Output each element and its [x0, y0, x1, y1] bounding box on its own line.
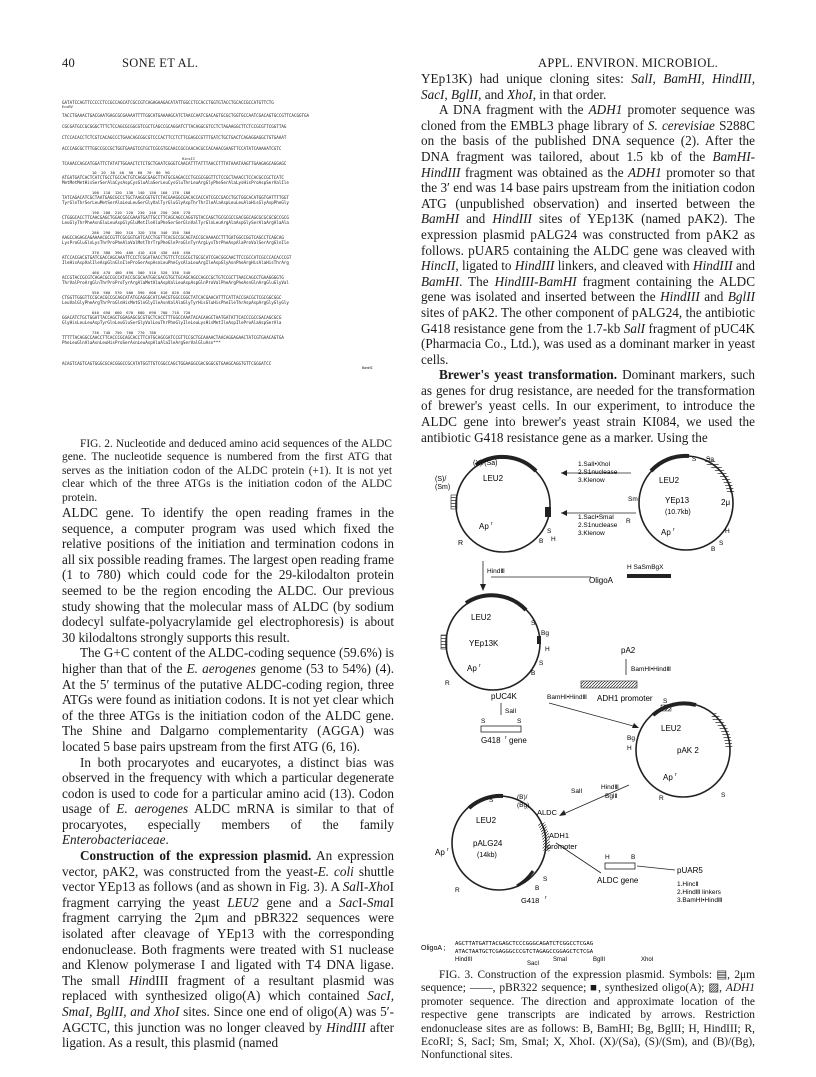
fig3-label: BglⅡ	[605, 793, 618, 800]
fig2-caption	[62, 438, 392, 505]
plasmid-yep13k	[441, 595, 550, 690]
seq-row	[62, 290, 392, 305]
fig3-label: (X)/(Sa)	[473, 460, 498, 467]
seq-aminoacids: TyrGlnThrSerLeuMetSerAlaLeuLeuSerGlyValTyrGluGlyAspThrThrIleAlaAspLeuLeuAlaHisGlyAspPheGly	[62, 200, 289, 205]
fig3-step: 3.BamHI•HindⅢ	[677, 897, 723, 904]
oligo-bottom-strand: ATACTAATGCTCGAGGGCCCGTCTAGAGCCGGAGCTCTCGA	[455, 949, 594, 955]
fig3-label: pA2	[621, 646, 636, 655]
left-paragraph-2: The G+C content of the ALDC-coding sequence (59.6%) is higher than that of the E. aerogenes genome (53 to 54%) (4). At the 5′ terminus of the putative ALDC-coding region, three ATGs were found as initiation codons. It is not yet clear which of the three ATGs is the initiation codon of the ALDC gene. The Shine and Dalgarno complementarity (AGGA) was located 5 base pairs upstream from the first ATG (6, 16).	[62, 645, 395, 754]
fig3-label: B	[539, 538, 544, 545]
seq-positions: 190 200 210 220 230 240 250 260 270	[92, 210, 191, 215]
fig3-label: LEU2	[471, 613, 492, 622]
fig3-label: S	[547, 528, 552, 535]
right-paragraph-1: YEp13K) had unique cloning sites: SalI, BamHI, HindIII, SacI, BglII, and XhoI, in that order.	[421, 71, 755, 102]
bamhi-label: BamHI	[362, 366, 373, 370]
fig3-label: Ap	[661, 528, 671, 537]
seq-aminoacids: ThrValProArgGlnThrProProTyrArgAlaMetAlaAspValLeuAspAspGlnProValPheArgPheAsnGlnArgGluGlyVal	[62, 280, 289, 285]
fig3-label: Sm	[628, 496, 638, 503]
fig3-label: ALDC gene	[597, 876, 639, 885]
seq-row	[62, 310, 392, 325]
seq-nucleotides: TATCAGACATCGCTAATGAGCGCCCTGCTAAGCGGTGTCTACGAAGGCGACACCACCATCGCCGACCTGCTGGCACATGGTGATTTTGGT	[62, 195, 289, 200]
plasmid-yep13	[626, 456, 733, 553]
left-paragraph-1: ALDC gene. To identify the open reading frames in the sequence, a computer program was used which fixed the relative positions of the initiation and termination codons in all six possible reading frames. The largest open reading frame (1 to 780) which could code for the 29-kilodalton protein seemed to be the region encoding the ALDC. Our previous study showing that the molecular mass of ALDC (by sodium dodecyl sulfate-polyacrylamide gel electrophoresis) is about 30 kilodaltons strongly supports this result.	[62, 505, 394, 645]
fig3-label: SalI	[505, 708, 517, 715]
fig3-label: r	[479, 663, 481, 669]
fig3-label: B	[535, 885, 540, 892]
fig3-label: R	[458, 540, 464, 547]
fig3-label: LEU2	[476, 816, 497, 825]
fig3-label: S	[539, 660, 544, 667]
seq-top-line: CTCCACACCTCTCGTCACAGCCCTGAACAGCGGCGTCCCACTTCCTCTTCGAGCCGTTTGATCTGCTGACTCAGAGGAGGCTGTGAAAT	[62, 135, 287, 140]
fig3-label: Bg	[541, 630, 549, 637]
seq-aminoacids: PheLeuGlnAlaAsnLeuHisProSerAsnLeuAspAlaAlaIleArgSerValGluAsn***	[62, 340, 221, 345]
plasmid-intermediate	[435, 457, 556, 552]
fig3-label: R	[626, 518, 631, 525]
page-number: 40	[62, 56, 76, 70]
seq-aminoacids: IleHisAspValIleAspGlnGlnIleProSerAspAsnLeuPheCysAlaLeuArgIleAspGlyAsnPheArgHisAlaHisThrArg	[62, 260, 289, 265]
left-column	[62, 505, 394, 1051]
seq-top-line: TCAAACCAGCATGGATTCTATATTGGAACTCTCTGCTGAATCGGGTCAACATTTATTTAACCTTTATAAATAAGTTGAAGAGCAGGAGC	[62, 161, 287, 166]
fig3-label: Ap	[479, 522, 489, 531]
fig3-label: H	[627, 745, 632, 752]
seq-positions: 10 20 30 40 50 60 70 80 90	[92, 170, 170, 175]
fig3-step: 3.Klenow	[578, 477, 605, 484]
fig3-label: HindⅢ	[601, 784, 619, 791]
fig3-label: S	[543, 876, 548, 883]
seq-aminoacids: MetMetMetHisSerSerAlaCysAspCysGluAlaSerLeuCysGluThrLeuArgGlyPheSerAlaLysHisProAspSerValIle	[62, 180, 289, 185]
seq-nucleotides: ACCGTACCGCGTCAGACGCCGCCATACCGCGCAATGGCGACGTGCTGCAGCAGCCAGCCGCTGTCCGCTTAACCAGCCTGAAGGGGTG	[62, 275, 284, 280]
fig2-text: Nucleotide and deduced amino acid sequences of the ALDC gene. The nucleotide sequence is numbered from the first ATG that serves as the initiation codon of the ALDC protein (+1). It is not yet clear which of the three ATGs is the initiation codon of the ALDC protein.	[62, 438, 392, 504]
fig3-label: (Sm)	[435, 484, 451, 491]
seq-positions: 370 380 390 400 410 420 430 440 450	[92, 250, 191, 255]
fig3-label: G418	[481, 736, 501, 745]
oligo-site: SmaI	[553, 957, 568, 963]
fig3-label: R	[445, 680, 450, 687]
seq-top-line: GATATCCAGTTCCCCCTCCGCCAGCATCGCCGTCAGAGAAGACATATTGGCCTCCACCTGGTGTACCTGCACCGCCATGTTCTG	[62, 100, 274, 105]
left-paragraph-3: In both procaryotes and eucaryotes, a distinct bias was observed in the frequency with which a particular degenerate codon is used to code for a particular amino acid (13). Codon usage of E. aerogenes ALDC mRNA is similar to that of procaryotes, especially members of the family Enterobacteriaceae.	[62, 754, 395, 848]
fig3-label: (B)/	[517, 794, 528, 801]
fig3-label: r	[545, 895, 547, 901]
seq-positions: 100 110 120 130 140 150 160 170 180	[92, 190, 191, 195]
fig3-label: SalI	[571, 788, 583, 795]
seq-row	[62, 330, 392, 345]
fig3-label: r	[505, 735, 507, 741]
seq-nucleotides: ATGATGATCACTCATCTGCCTGCCACTGTCAGGCGAGCTTATGCGAGACCCTGCGCGGGTTCTCCGCTAAACCTCCACGCCGCTCATC	[62, 175, 284, 180]
fig3-label: (S)/	[435, 476, 447, 483]
fig3-label: 2μ	[721, 498, 731, 507]
fig3-label: G418	[521, 896, 540, 905]
fig3-label: Sa	[706, 456, 714, 463]
section-heading: Brewer's yeast transformation.	[439, 367, 618, 383]
plasmid-pak2	[627, 698, 730, 802]
seq-nucleotides: CTGGTTGGGTTCCGCACGCCGCAGCATATGCAGGGCATCAACGTGGCCGGCTATCACGAACATTTCATTACCGACGCTCGCGGCGGC	[62, 295, 282, 300]
fig3-label: R	[455, 887, 460, 894]
fig3-label: Ap	[663, 773, 673, 782]
fig3-label: B	[631, 854, 636, 861]
fig3-label: pUC4K	[491, 692, 517, 701]
fig3-label: r	[491, 521, 493, 527]
section-heading: Construction of the expression plasmid.	[80, 848, 312, 864]
fig3-label: S	[692, 456, 697, 463]
seq-positions: 550 560 570 580 590 600 610 620 630	[92, 290, 191, 295]
seq-row	[62, 210, 392, 225]
sequence-figure	[62, 100, 392, 370]
running-authors: SONE ET AL.	[122, 56, 199, 70]
oligo-label: OligoA ;	[421, 945, 446, 952]
fig3-step: 3.Klenow	[578, 530, 605, 537]
fig3-label: r	[673, 527, 675, 533]
fig3-step: 1.HincⅡ	[677, 881, 699, 888]
fig3-label: BamHI•HindⅢ	[631, 666, 671, 673]
seq-nucleotides: ATCCACGACGTGATCGACCAGCAAATTCCCTCGGATAACCTGTTCTCCGCGCTGCGCATCGACGGCAACTTCCGCCATCGCCCACACCCGT	[62, 255, 292, 260]
fig3-diagram	[421, 403, 761, 1063]
fig3-label: r	[675, 772, 677, 778]
fig3-label: S	[517, 718, 522, 725]
seq-nucleotides: GGACATCTGCTGGATTACCAGCTGGAGAGCGCGTGCTCACCTTTGGCCAAATACACAAGCTAATGATATTCACCCGCCGACAGCGCG	[62, 315, 282, 320]
right-paragraph-3: Brewer's yeast transformation. Dominant markers, such as genes for drug resistance, are needed for the transformation of brewer's yeast cells. In our experiment, to introduce the ALDC gene into brewer's yeast strain KI084, we used the antibiotic G418 resistance gene as a marker. Using the	[421, 367, 756, 445]
seq-positions: 730 740 750 760 770 780	[92, 330, 157, 335]
hincii-label: HincII	[182, 157, 195, 161]
seq-nucleotides: CTGGGCACCTTCAACGAGCTGGACGGCGAAATGATTGCCTTCAGCAGCCAGGTGTACCAGCTGCGCGCCGACGGCAGCGCGCGCGCCGCG	[62, 215, 289, 220]
seq-nucleotides: TTTTTACAGGCCAACCTTCACCCGCAGCACCTTCATGCAGCGATCCGTTCCGCTGCAAAACTAACAGGAGAACTATCGTGAACAGTGA	[62, 335, 284, 340]
fig3-label: ADH1	[549, 831, 570, 840]
fig3-label: B	[531, 670, 536, 677]
seq-positions: 640 650 660 670 680 690 700 710 720	[92, 310, 191, 315]
seq-nucleotides: AAGCCAGAGCAGAAAACGCCGTTCGCGGTGATCACCTGGTTCACGCCGCAGTACCGCAAAACCTTTGATGGCCGGTCAGCCTCAGCAG	[62, 235, 284, 240]
seq-positions: 280 290 300 310 320 330 340 350 360	[92, 230, 191, 235]
fig3-caption-label: FIG. 3.	[439, 969, 474, 981]
fig3-step: 2.S1nuclease	[578, 522, 618, 529]
fig3-label: YEp13K	[469, 639, 499, 648]
fig3-label: LEU2	[659, 476, 680, 485]
seq-row	[62, 270, 392, 285]
oligo-site: BglII	[593, 957, 606, 963]
seq-row	[62, 190, 392, 205]
ecorv-label: EcoRV	[62, 105, 73, 109]
fig3-label: S	[663, 698, 668, 705]
fig3-label: H	[605, 854, 610, 861]
seq-row	[62, 230, 392, 245]
fig3-label: (14kb)	[477, 852, 497, 859]
fig3-label: OligoA	[589, 576, 614, 585]
fig2-label: FIG. 2.	[80, 438, 113, 450]
fig3-label: pALG24	[473, 839, 503, 848]
fig3-label: LEU2	[661, 724, 682, 733]
oligo-top-strand: AGCTTATGATTACGAGCTCCCGGGCAGATCTCGGCCTCGAG	[455, 941, 594, 947]
left-paragraph-4: Construction of the expression plasmid. An expression vector, pAK2, was constructed from the yeast-E. coli shuttle vector YEp13 as follows (and as shown in Fig. 3). A SalI-XhoI fragment carrying the yeast LEU2 gene and a SacI-SmaI fragment carrying the 2μm and pBR322 sequences were isolated after cleavage of YEp13 with the corresponding endonuclease. Both fragments were treated with S1 nuclease and Klenow polymerase I and ligated with T4 DNA ligase. The small HindIII fragment of a resultant plasmid was replaced with synthesized oligo(A) which contained SacI, SmaI, BglII, and XhoI sites. Since one end of oligo(A) was 5′-AGCTC, this junction was no longer cleaved by HindIII after ligation. As a result, this plasmid (named	[62, 848, 395, 1051]
fig3-label: (Bg)	[517, 802, 530, 809]
seq-top-line: ACCCAGCGCTTTGGCCGCCGCTGGTGAAGTCGTGCTCGCGTGCAACCGCCAACACGCCACAAACGAAGTTCCATATCAAAAATCGTC	[62, 146, 282, 151]
seq-top-line: TACCTGAAACTGACGAATGAGCGCGAAAATTTTGGCATGAAAAGCATCTAACCAATCGACAGTGCGCTGGTGCCAATCGACAGTGCCGTTCACGGTGA	[62, 113, 310, 118]
fig3-label: S	[531, 620, 536, 627]
fig3-step: 2.S1nuclease	[578, 469, 618, 476]
fig3-step: 1.SacI•SmaI	[578, 514, 614, 521]
fig3-label: H	[725, 528, 730, 535]
seq-aminoacids: LeuGlyThrPheAsnGluLeuAspGlyGluMetIleAlaPheSerSerGlnValTyrGlnLeuArgAlaAspGlySerAlaArgAlaAla	[62, 220, 289, 225]
fig3-label: YEp13	[665, 496, 690, 505]
fig3-label: H	[545, 646, 550, 653]
oligo-site: SacI	[527, 961, 540, 967]
seq-row	[62, 170, 392, 185]
fig3-caption: FIG. 3. Construction of the expression plasmid. Symbols: ▤, 2μm sequence; ——, pBR322 sequence; ■, synthesized oligo(A); ▨, ADH1 promoter sequence. The direction and approximate location of the respective gene transcripts are indicated by arrows. Restriction endonuclease sites are as follows: B, BamHI; Bg, BglII; H, HindIII; R, EcoRI; S, SacI; Sm, SmaI; X, XhoI. (X)/(Sa), (S)/(Sm), and (B)/(Bg), Nonfunctional sites.	[421, 969, 755, 1062]
fig3-label: ADH1 promoter	[597, 694, 653, 703]
fig3-label: S	[481, 718, 486, 725]
fig3-label: B	[711, 546, 716, 553]
seq-positions: 460 470 480 490 500 510 520 530 540	[92, 270, 191, 275]
seq-bottom-line: ACAGTCAGTCAGTGGGCGCACGGGCCGCATATGGTTGTCGGCCAGCTGGAAGGCGACGGGCGTGAAGCAGGTGTTCGGGATCC	[62, 361, 272, 366]
running-journal: APPL. ENVIRON. MICROBIOL.	[538, 56, 719, 70]
fig3-label: LEU2	[483, 474, 504, 483]
right-paragraph-2: A DNA fragment with the ADH1 promoter sequence was cloned from the EMBL3 phage library of S. cerevisiae S288C on the basis of the published DNA sequence (2). After the DNA fragment was tailored, about 1.5 kb of the BamHI-HindIII fragment was obtained as the ADH1 promoter so that the 3′ end was 14 base pairs upstream from the initiation codon ATG (unpublished observation) and inserted between the BamHI and HindIII sites of YEp13K (named pAK2). The expression plasmid pALG24 was constructed from pAK2 as follows. pUAR5 containing the ALDC gene was cleaved with HincII, ligated to HindIII linkers, and cleaved with HindIII and BamHI. The HindIII-BamHI fragment containing the ALDC gene was isolated and inserted between the HindIII and BglII sites of pAK2. The other component of pALG24, the antibiotic G418 resistance gene from the 1.7-kb SalI fragment of pUC4K (Pharmacia Co., Ltd.), was used as a dominant marker in yeast cells.	[421, 102, 755, 367]
fig3-label: S	[719, 540, 724, 547]
fig3-label: Bg	[627, 735, 635, 742]
fig3-label: S	[489, 797, 494, 804]
oligo-site: XhoI	[641, 957, 654, 963]
plasmid-palg24	[435, 794, 578, 905]
fig3-step: 1.SalI•XhoI	[578, 461, 611, 468]
seq-aminoacids: LeuValGlyPheArgThrProGlnHisMetGlnGlyIleAsnValAlaGlyTyrHisGluHisPheIleThrAspAspArgGlyGlyGly	[62, 300, 289, 305]
fig3-label: R	[659, 795, 664, 802]
right-column	[421, 71, 755, 445]
fig3-label: S	[721, 792, 726, 799]
fig3-label: H	[551, 536, 556, 543]
numbered-sequence	[62, 170, 392, 345]
fig3-label: Ap	[435, 848, 445, 857]
seq-row	[62, 250, 392, 265]
oligo-site: HindIII	[455, 957, 473, 963]
seq-top-line: CGCGATGCCGCGGGCTTTCTCCAGCGCGGCGTCGCTCAGCCGCAGGATCTTACAGGCGTCCTCTAGAAGGCTTCTCCGCGTTCGGTTAG	[62, 124, 287, 129]
fig3-label: Ap	[467, 664, 477, 673]
seq-aminoacids: LysProGluGlnLysThrProPheAlaValMetThrTrpPheGlnProGlnTyrArgLysThrPheAspAlaProValSerArgGlnIle	[62, 240, 289, 245]
fig3-label: pUAR5	[677, 866, 703, 875]
fig3-label: BamHI•HindⅢ	[547, 694, 587, 701]
fig3-label: r	[447, 847, 449, 853]
fig3-label: gene	[509, 736, 527, 745]
fig3-label: HindⅢ	[487, 568, 505, 575]
fig3-label: promoter	[547, 842, 578, 851]
fig3-label: ALDC	[537, 808, 558, 817]
fig3-label: (10.7kb)	[665, 509, 691, 516]
seq-aminoacids: GlyHisLeuLeuAspTyrGlnLeuGluSerGlyValLeuThrPheGlyIleLeuLysHisMetIleAspIleProAlaAspSerAla	[62, 320, 282, 325]
fig3-label: pAK 2	[677, 746, 699, 755]
fig3-label: H SaSmBgX	[627, 564, 664, 571]
fig3-step: 2.HindⅢ linkers	[677, 889, 721, 896]
